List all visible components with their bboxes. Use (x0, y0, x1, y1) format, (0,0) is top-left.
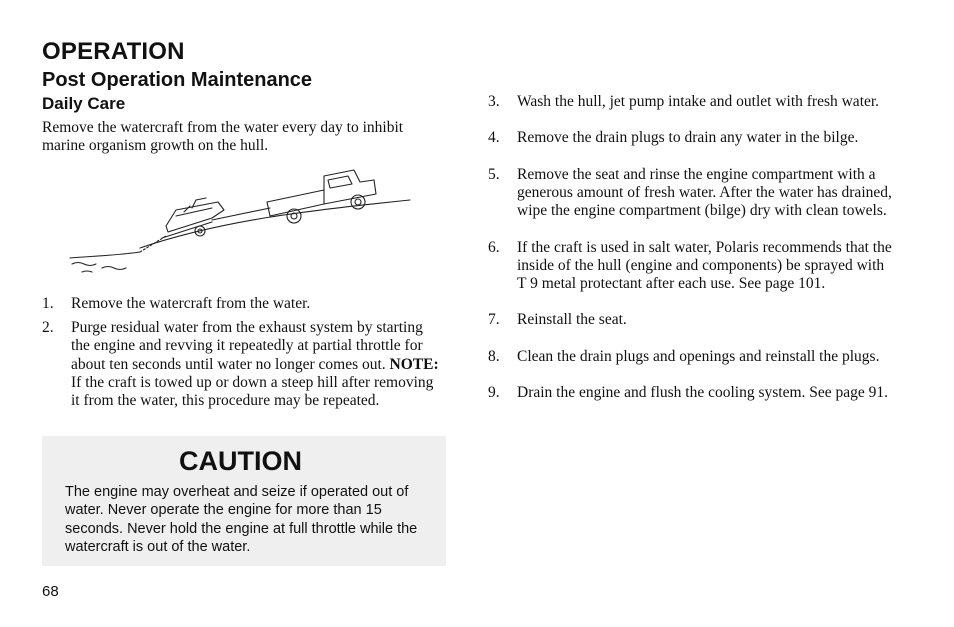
list-item (488, 129, 894, 147)
step-text: Remove the seat and rinse the engine compartment with a generous amount of fresh water. After the water has drained, wipe the engine compartment (bilge) dry with clean towels. (517, 165, 892, 220)
step-text: Remove the watercraft from the water. (71, 295, 311, 312)
step-text: If the craft is used in salt water, Polaris recommends that the inside of the hull (engine and components) be sprayed with T 9 metal protectant after each use. See page 101. (517, 238, 892, 292)
step-number: 4. (488, 129, 500, 147)
subsection-heading: Post Operation Maintenance (42, 69, 313, 91)
steps-right-list (488, 93, 894, 421)
list-item (42, 295, 444, 313)
caution-box (42, 436, 446, 566)
list-item (488, 239, 894, 294)
step-text: Wash the hull, jet pump intake and outlet with fresh water. (517, 93, 880, 110)
section-heading: OPERATION (42, 38, 185, 65)
step-text: Drain the engine and flush the cooling system. See page 91. (517, 384, 889, 402)
list-item (488, 93, 894, 111)
step-number: 7. (488, 311, 500, 329)
page-number: 68 (42, 583, 59, 600)
step-number: 6. (488, 238, 500, 256)
caution-title: CAUTION (179, 446, 302, 476)
list-item (488, 348, 894, 366)
list-item (488, 384, 894, 402)
step-text: Remove the drain plugs to drain any water in the bilge. (517, 129, 859, 147)
subsubsection-heading: Daily Care (42, 94, 126, 113)
step-text-note: If the craft is towed up or down a steep hill after removing it from the water, this procedure may be repeated. (71, 373, 434, 410)
list-item (488, 166, 894, 221)
caution-text: The engine may overheat and seize if operated out of water. Never operate the engine for more than 15 seconds. Never hold the engine at full throttle while the watercraft is out of the water. (65, 484, 418, 555)
step-number: 5. (488, 165, 500, 183)
step-number: 9. (488, 384, 500, 402)
step-number: 3. (488, 93, 500, 110)
step-number: 8. (488, 347, 500, 365)
intro-paragraph: Remove the watercraft from the water every day to inhibit marine organism growth on the hull. (42, 119, 404, 154)
truck-towing-watercraft-up-ramp-illustration (62, 160, 422, 280)
step-number: 1. (42, 295, 54, 312)
step-text: Clean the drain plugs and openings and reinstall the plugs. (517, 347, 880, 365)
step-number: 2. (42, 319, 54, 337)
steps-left-list (42, 295, 444, 416)
note-label: NOTE: (389, 355, 439, 373)
list-item (488, 311, 894, 329)
step-text: Reinstall the seat. (517, 311, 627, 329)
list-item (42, 319, 444, 410)
step-text: Purge residual water from the exhaust system by starting the engine and revving it repeatedly at partial throttle for about ten seconds until water no longer comes out. (71, 319, 423, 373)
